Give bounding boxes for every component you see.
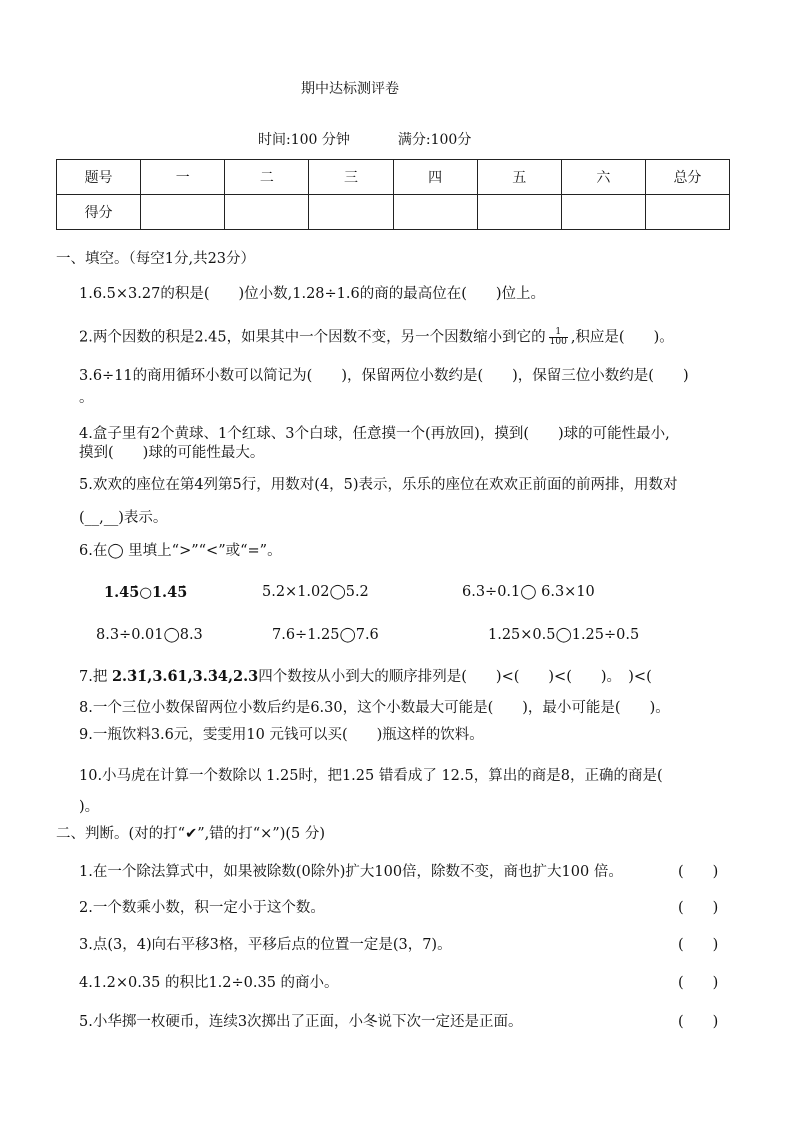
compare-item: 7.6÷1.25◯7.6 [272, 627, 379, 643]
question-8: 8.一个三位小数保留两位小数后约是6.30，这个小数最大可能是( )，最小可能是( )。 [79, 700, 670, 716]
question-6: 6.在◯ 里填上“>”“<”或“=”。 [79, 543, 282, 559]
fraction [549, 328, 568, 347]
question-3-line2: 。 [79, 390, 94, 406]
compare-item: 1.45̇○1.4̇5̇ [104, 584, 188, 601]
question-7-suffix: 四个数按从小到大的顺序排列是( )<( )<( )。 )<( [258, 669, 652, 685]
section2-title: 二、判断。(对的打“✔”,错的打“×”)(5 分) [56, 826, 326, 842]
question-2-answer: ,积应是( )。 [570, 329, 674, 346]
score-header-cell: 六 [561, 160, 645, 195]
question-5-line1: 5.欢欢的座位在第4列第5行，用数对(4，5)表示，乐乐的座位在欢欢正前面的前两排，用数对 [79, 477, 678, 493]
judge-answer-paren[interactable]: ( ) [678, 1014, 719, 1030]
section1-title: 一、填空。（每空1分,共23分） [56, 251, 256, 267]
question-10-line2: )。 [79, 799, 100, 815]
page-title: 期中达标测评卷 [301, 81, 399, 97]
score-cell[interactable] [477, 195, 561, 230]
question-2-text: 2.两个因数的积是2.45，如果其中一个因数不变，另一个因数缩小到它的 [79, 329, 546, 346]
question-5-line2: (__,__)表示。 [79, 510, 168, 526]
judge-answer-paren[interactable]: ( ) [678, 864, 719, 880]
question-1: 1.6.5×3.27的积是( )位小数,1.28÷1.6的商的最高位在( )位上。 [79, 286, 546, 302]
score-header-cell: 三 [309, 160, 393, 195]
score-cell[interactable] [141, 195, 225, 230]
score-table-header-row [57, 160, 730, 195]
compare-item: 5.2×1.02◯5.2 [262, 584, 369, 600]
judge-answer-paren[interactable]: ( ) [678, 900, 719, 916]
judge-item: 5.小华掷一枚硬币，连续3次掷出了正面，小冬说下次一定还是正面。 [79, 1014, 523, 1030]
compare-item: 8.3÷0.01◯8.3 [96, 627, 203, 643]
question-7 [79, 667, 652, 687]
question-3-line1: 3.6÷11的商用循环小数可以简记为( )，保留两位小数约是( )，保留三位小数约是( ) [79, 368, 689, 384]
score-header-cell: 题号 [57, 160, 141, 195]
score-header-cell: 二 [225, 160, 309, 195]
question-4-line1: 4.盒子里有2个黄球、1个红球、3个白球，任意摸一个(再放回)，摸到( )球的可能性最小, [79, 426, 670, 442]
score-cell[interactable] [561, 195, 645, 230]
judge-item: 1.在一个除法算式中，如果被除数(0除外)扩大100倍，除数不变，商也扩大100 倍。 [79, 864, 623, 880]
score-table-score-row [57, 195, 730, 230]
score-row-label: 得分 [57, 195, 141, 230]
fraction-numerator: 1 [549, 328, 568, 338]
score-cell[interactable] [225, 195, 309, 230]
judge-item: 4.1.2×0.35 的积比1.2÷0.35 的商小。 [79, 975, 339, 991]
fraction-denominator: 100 [549, 337, 567, 347]
question-7-prefix: 7.把 [79, 669, 112, 685]
question-2 [79, 328, 674, 348]
exam-full-score: 满分:100分 [397, 132, 472, 148]
score-header-cell: 四 [393, 160, 477, 195]
question-7-numbers: 2.3̇1̇,3.6̇1,3.3̇4,2.3 [111, 668, 259, 685]
question-10-line1: 10.小马虎在计算一个数除以 1.25时，把1.25 错看成了 12.5，算出的商是8，正确的商是( [79, 768, 663, 784]
score-cell[interactable] [645, 195, 729, 230]
exam-info [258, 129, 471, 149]
judge-answer-paren[interactable]: ( ) [678, 937, 719, 953]
compare-item: 6.3÷0.1◯ 6.3×10 [462, 584, 595, 600]
judge-item: 3.点(3，4)向右平移3格，平移后点的位置一定是(3，7)。 [79, 937, 452, 953]
question-9: 9.一瓶饮料3.6元，雯雯用10 元钱可以买( )瓶这样的饮料。 [79, 727, 484, 743]
score-cell[interactable] [393, 195, 477, 230]
score-cell[interactable] [309, 195, 393, 230]
question-4-line2: 摸到( )球的可能性最大。 [79, 445, 265, 461]
compare-item: 1.25×0.5◯1.25÷0.5 [488, 627, 640, 643]
judge-answer-paren[interactable]: ( ) [678, 975, 719, 991]
judge-item: 2.一个数乘小数，积一定小于这个数。 [79, 900, 325, 916]
exam-time: 时间:100 分钟 [258, 132, 350, 148]
score-header-cell: 五 [477, 160, 561, 195]
score-header-cell: 总分 [645, 160, 729, 195]
score-header-cell: 一 [141, 160, 225, 195]
score-table [56, 159, 730, 230]
